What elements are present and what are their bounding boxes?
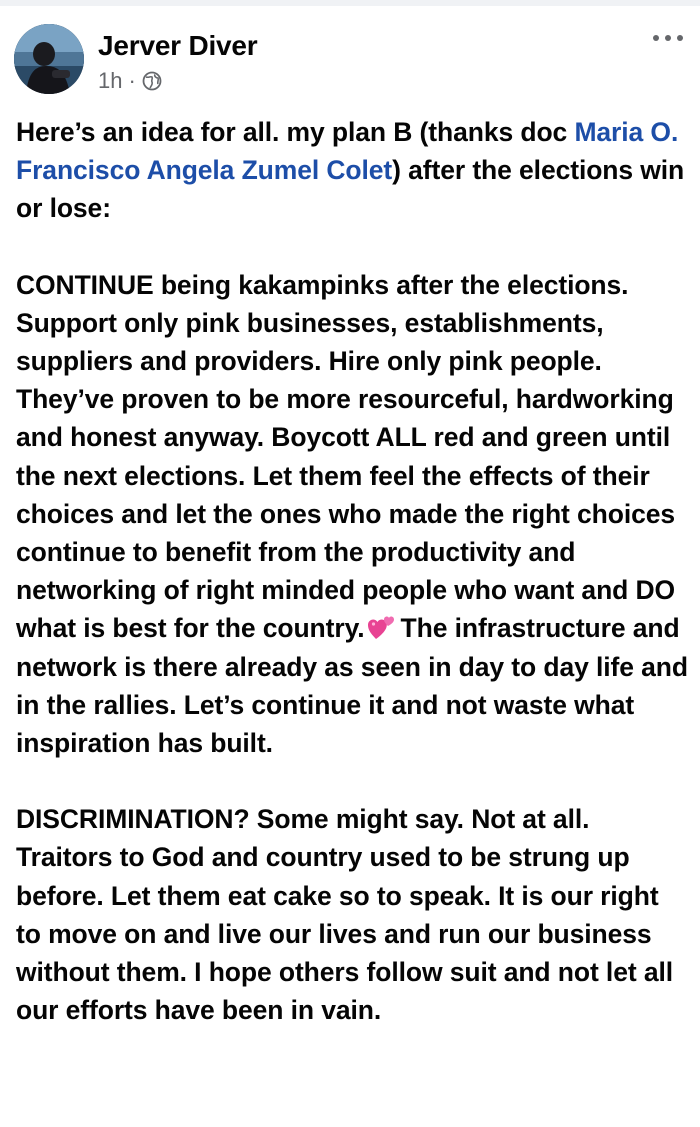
paragraph-1-text-end: ) after the elections win or lose: xyxy=(16,155,685,224)
mention-link[interactable]: Maria O. Francisco Angela Zumel Colet xyxy=(16,117,679,186)
paragraph-1-text-start: Here’s an idea for all. my plan B (thanks doc xyxy=(16,117,575,147)
more-horizontal-icon[interactable] xyxy=(650,30,686,50)
two-hearts-icon xyxy=(367,613,397,641)
post-header xyxy=(14,24,686,100)
post-time[interactable]: 1h xyxy=(98,68,123,93)
post-text xyxy=(16,113,688,1067)
paragraph-2-text-end: The infrastructure and network is there already as seen in day to day life and in the rallies. Let’s continue it and not waste what inspiration has built. xyxy=(16,613,688,759)
post-paragraph-2 xyxy=(16,266,688,763)
paragraph-2-text-start: CONTINUE being kakampinks after the elections. Support only pink businesses, establishments, suppliers and providers. Hire only pink people. They’ve proven to be more resourceful, hardworking and honest anyway. Boycott ALL red and green until the next elections. Let them feel the effects of their choices and let the ones who made the right choices continue to benefit from the productivity and networking of right minded people who want and DO what is best for the country. xyxy=(16,269,676,644)
post-paragraph-3: DISCRIMINATION? Some might say. Not at all. Traitors to God and country used to be strung up before. Let them eat cake so to speak. It is our right to move on and live our lives and run our business without them. I hope others follow suit and not let all our efforts have been in vain. xyxy=(16,804,673,1026)
post-meta xyxy=(98,68,162,94)
avatar[interactable] xyxy=(14,24,84,94)
meta-separator: · xyxy=(128,68,136,93)
avatar-photo xyxy=(14,24,84,94)
post-paragraph-1 xyxy=(16,113,688,228)
author-name[interactable]: Jerver Diver xyxy=(98,30,258,61)
globe-icon[interactable] xyxy=(142,71,162,91)
top-divider xyxy=(0,0,700,6)
